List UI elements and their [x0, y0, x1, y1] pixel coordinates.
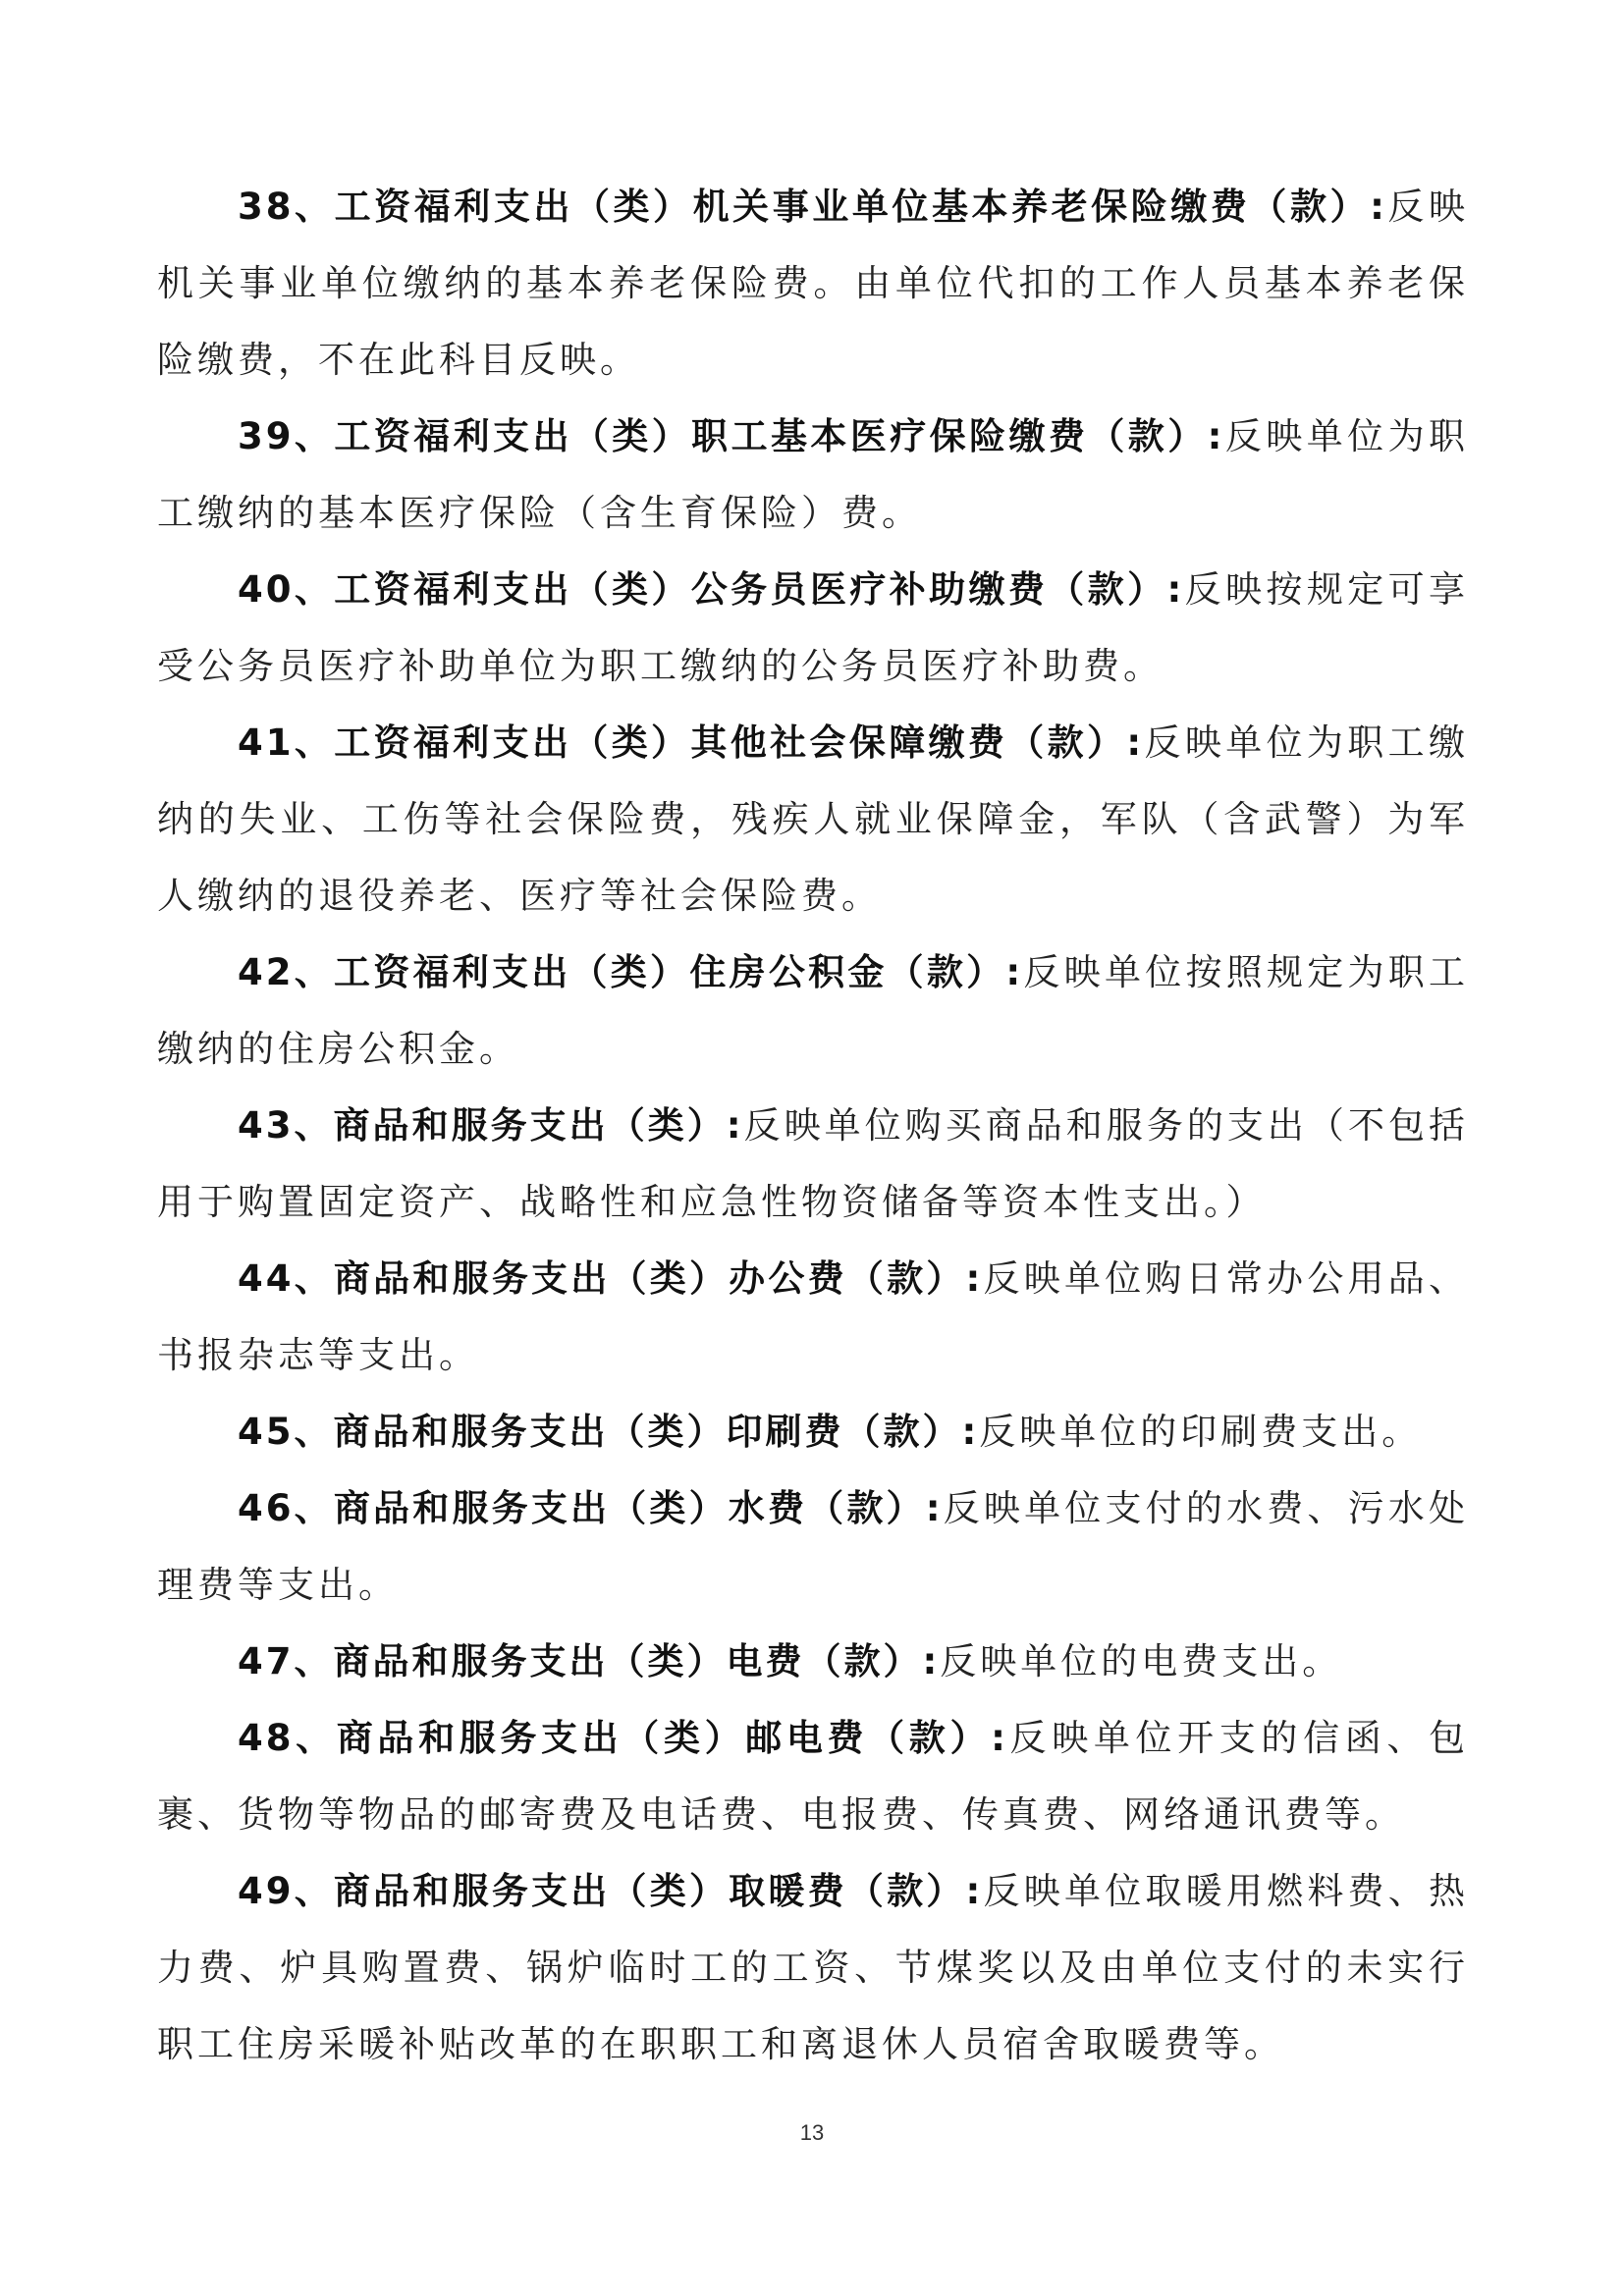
paragraph-text: 反映单位购买商品和服务的支出（不包括用于购置固定资产、战略性和应急性物资储备等资本性支出。） [157, 1104, 1469, 1223]
paragraph-heading: 45、商品和服务支出（类）印刷费（款）: [238, 1411, 980, 1453]
paragraph-text: 反映单位为职工缴纳的失业、工伤等社会保险费，残疾人就业保障金，军队（含武警）为军人缴纳的退役养老、医疗等社会保险费。 [157, 721, 1469, 917]
paragraph-text: 反映机关事业单位缴纳的基本养老保险费。由单位代扣的工作人员基本养老保险缴费，不在此科目反映。 [157, 186, 1469, 381]
paragraph-heading: 47、商品和服务支出（类）电费（款）: [238, 1640, 941, 1682]
paragraph-39 [157, 399, 1469, 552]
paragraph-heading: 44、商品和服务支出（类）办公费（款）: [238, 1257, 984, 1300]
paragraph-text: 反映按规定可享受公务员医疗补助单位为职工缴纳的公务员医疗补助费。 [157, 568, 1469, 687]
paragraph-text: 反映单位的电费支出。 [940, 1640, 1343, 1682]
paragraph-text: 反映单位购日常办公用品、书报杂志等支出。 [157, 1257, 1469, 1376]
document-body [157, 169, 1469, 2083]
paragraph-text: 反映单位支付的水费、污水处理费等支出。 [157, 1487, 1470, 1606]
paragraph-heading: 41、工资福利支出（类）其他社会保障缴费（款）: [238, 721, 1145, 764]
paragraph-heading: 43、商品和服务支出（类）: [238, 1104, 744, 1147]
paragraph-40 [157, 552, 1469, 705]
paragraph-42 [157, 934, 1469, 1088]
paragraph-text: 反映单位的印刷费支出。 [979, 1411, 1423, 1453]
paragraph-text: 反映单位开支的信函、包裹、货物等物品的邮寄费及电话费、电报费、传真费、网络通讯费等。 [157, 1717, 1469, 1836]
paragraph-heading: 40、工资福利支出（类）公务员医疗补助缴费（款）: [238, 568, 1185, 611]
paragraph-heading: 48、商品和服务支出（类）邮电费（款）: [238, 1717, 1008, 1759]
paragraph-38 [157, 169, 1469, 399]
paragraph-48 [157, 1700, 1469, 1853]
paragraph-43 [157, 1088, 1469, 1241]
paragraph-text: 反映单位按照规定为职工缴纳的住房公积金。 [157, 951, 1469, 1070]
page-number: 13 [799, 2120, 825, 2145]
paragraph-heading: 39、工资福利支出（类）职工基本医疗保险缴费（款）: [238, 415, 1225, 457]
paragraph-49 [157, 1853, 1469, 2083]
paragraph-46 [157, 1470, 1469, 1624]
paragraph-47 [157, 1624, 1469, 1700]
paragraph-heading: 46、商品和服务支出（类）水费（款）: [238, 1487, 944, 1529]
paragraph-text: 反映单位取暖用燃料费、热力费、炉具购置费、锅炉临时工的工资、节煤奖以及由单位支付的未实行职工住房采暖补贴改革的在职职工和离退休人员宿舍取暖费等。 [157, 1870, 1469, 2065]
paragraph-heading: 49、商品和服务支出（类）取暖费（款）: [238, 1870, 984, 1912]
paragraph-45 [157, 1394, 1469, 1470]
paragraph-41 [157, 705, 1469, 934]
paragraph-heading: 38、工资福利支出（类）机关事业单位基本养老保险缴费（款）: [238, 186, 1387, 228]
paragraph-44 [157, 1241, 1469, 1394]
paragraph-heading: 42、工资福利支出（类）住房公积金（款）: [238, 951, 1024, 993]
paragraph-text: 反映单位为职工缴纳的基本医疗保险（含生育保险）费。 [157, 415, 1469, 534]
